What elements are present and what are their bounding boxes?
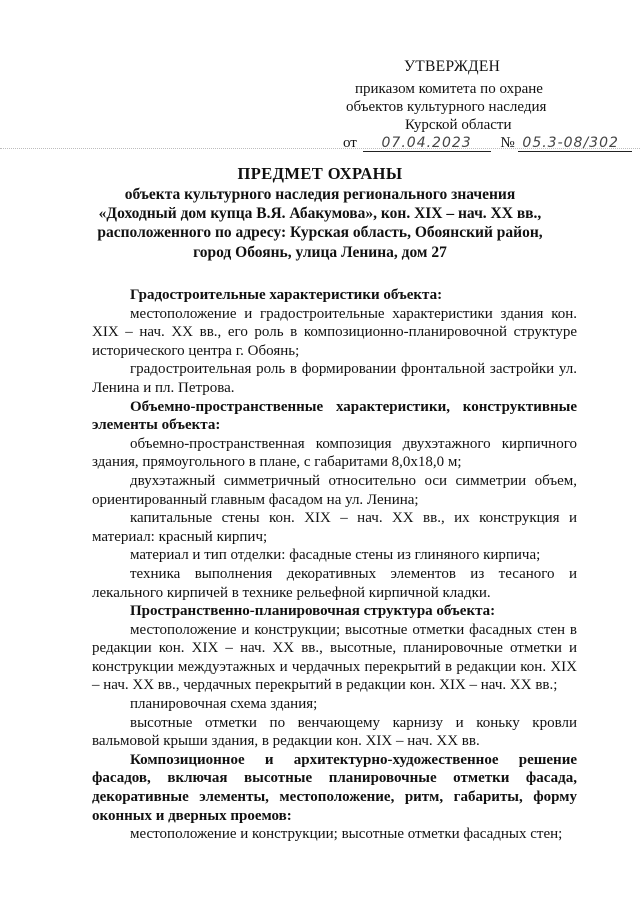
body-paragraph: градостроительная роль в формировании фронтальной застройки ул. Ленина и пл. Петрова. — [92, 361, 577, 396]
document-title — [60, 164, 580, 262]
body-paragraph: местоположение и конструкции; высотные отметки фасадных стен в редакции кон. XIX – нач. XX вв., высотные, планировочные отметки и конструкции междуэтажных и чердачных перекрытий в редакции кон. XIX – нач. XX вв., чердачных перекрытий в редакции кон. XIX – нач. XX вв.; — [92, 621, 577, 694]
approval-line: приказом комитета по охране — [355, 81, 543, 97]
page-title: ПРЕДМЕТ ОХРАНЫ — [237, 164, 403, 183]
body-paragraph: двухэтажный симметричный относительно оси симметрии объем, ориентированный главным фасадом на ул. Ленина; — [92, 472, 577, 508]
section-heading: Пространственно-планировочная структура объекта: — [130, 603, 496, 620]
scan-dotted-line — [0, 148, 640, 151]
approval-line: объектов культурного наследия — [346, 99, 547, 115]
body-paragraph: планировочная схема здания; — [130, 696, 318, 713]
body-paragraph: техника выполнения декоративных элементов из тесаного и лекального кирпичей в технике рельефной кирпичной кладки. — [92, 565, 577, 601]
section-heading: Композиционное и архитектурно-художественное решение фасадов, включая высотные планировочные отметки фасада, декоративные элементы, местоположение, ритм, габариты, форму оконных и дверных проемов: — [92, 751, 577, 824]
handwritten-number: 05.3-08/302 — [518, 134, 632, 152]
section-heading: Объемно-пространственные характеристики, конструктивные элементы объекта: — [92, 398, 577, 434]
body-paragraph: местоположение и градостроительные характеристики здания кон. XIX – нач. XX вв., его роль в композиционно-планировочной структуре исторического центра г. Обоянь; — [92, 305, 577, 359]
body-paragraph: капитальные стены кон. XIX – нач. XX вв., их конструкция и материал: красный кирпич; — [92, 510, 577, 545]
document-body — [92, 286, 577, 844]
number-prefix: № — [500, 135, 515, 151]
date-prefix: от — [343, 135, 357, 151]
title-line: город Обоянь, улица Ленина, дом 27 — [193, 243, 447, 261]
title-line: объекта культурного наследия регионального значения — [124, 186, 516, 203]
section-heading: Градостроительные характеристики объекта: — [130, 287, 443, 303]
title-line: расположенного по адресу: Курская область, Обоянский район, — [97, 224, 543, 242]
approval-heading: УТВЕРЖДЕН — [404, 58, 501, 75]
handwritten-date: 07.04.2023 — [363, 134, 491, 152]
title-line: «Доходный дом купца В.Я. Абакумова», кон. XIX – нач. XX вв., — [98, 205, 542, 223]
body-paragraph: высотные отметки по венчающему карнизу и коньку кровли вальмовой крыши здания, в редакции кон. XIX – нач. XX вв. — [92, 714, 577, 750]
body-paragraph: материал и тип отделки: фасадные стены из глиняного кирпича; — [130, 547, 541, 564]
body-paragraph: местоположение и конструкции; высотные отметки фасадных стен; — [130, 826, 563, 843]
approval-line: Курской области — [405, 117, 512, 133]
body-paragraph: объемно-пространственная композиция двухэтажного кирпичного здания, прямоугольного в плане, с габаритами 8,0x18,0 м; — [92, 435, 577, 471]
